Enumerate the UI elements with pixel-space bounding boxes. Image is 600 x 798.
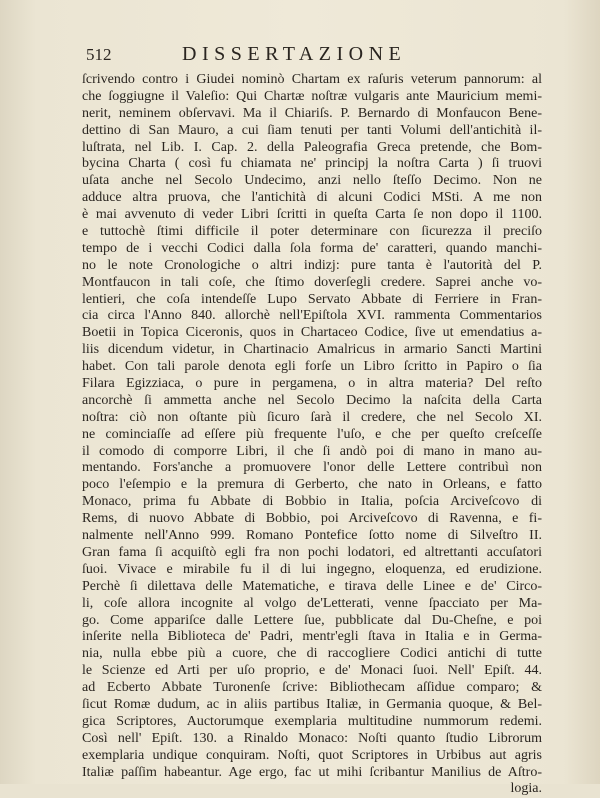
text-line: li, coſe allora incognite al volgo de'Letterati, venne ſpacciato per Ma- [82, 595, 542, 611]
text-line: gica Scriptores, Auctorumque exemplaria multitudine nummorum redemi. [82, 713, 542, 729]
running-head: DISSERTAZIONE [182, 43, 407, 65]
text-line: nalmente nell'Anno 999. Romano Pontefice ſotto nome di Silveſtro II. [82, 528, 542, 544]
text-line: nia, nulla ebbe più a cuore, che di raccogliere Codici antichi di tutte [82, 646, 542, 662]
text-line: exemplaria undique conquiram. Noſti, quot Scriptores in Urbibus aut agris [82, 747, 542, 763]
text-line: Filara Egizziaca, o pure in pergamena, o in altra materia? Del reſto [82, 376, 542, 392]
text-line: habet. Con tali parole denota egli forſe un Libro ſcritto in Papiro o ſia [82, 359, 542, 375]
body-text [82, 72, 542, 798]
text-line: logia. [510, 781, 542, 797]
text-line: tempo de i vecchi Codici dalla ſola forma de' caratteri, quando manchi- [82, 240, 542, 256]
text-line: è mai avvenuto di veder Libri ſcritti in queſta Carta ſe non dopo il 1100. [82, 207, 542, 223]
text-line: lentieri, che coſa intendeſſe Lupo Servato Abbate di Ferriere in Fran- [82, 291, 542, 307]
text-line: inſerite nella Biblioteca de' Padri, mentr'egli ſtava in Italia e in Germa- [82, 629, 542, 645]
text-line: ſuoi. Vivace e mirabile fu il di lui ingegno, eloquenza, ed erudizione. [82, 561, 542, 577]
text-line: bycina Charta ( così fu chiamata ne' principj la noſtra Carta ) ſi truovi [82, 156, 542, 172]
text-line: ne cominciaſſe ad eſſere più frequente l'uſo, e che per queſto creſceſſe [82, 426, 542, 442]
text-line: Boetii in Topica Ciceronis, quos in Chartaceo Codice, ſive ut emendatius a- [82, 325, 542, 341]
text-line: Montfaucon in tali coſe, che ſtimo doverſegli credere. Saprei anche vo- [82, 274, 542, 290]
page-header [86, 43, 530, 71]
text-line: mentando. Fors'anche a promuovere l'onor delle Lettere contribuì non [82, 460, 542, 476]
text-line: ancorchè ſi ammetta anche nel Secolo Decimo la naſcita della Carta [82, 392, 542, 408]
text-line: dettino di San Mauro, a cui ſiam tenuti per tanti Volumi dell'antichità il- [82, 122, 542, 138]
text-line: e tuttochè ſtimi difficile il poter determinare con ſicurezza il preciſo [82, 224, 542, 240]
text-line: il comodo di comporre Libri, il che ſi andò poi di mano in mano au- [82, 443, 542, 459]
text-line: poco l'eſempio e la premura di Gerberto, che nato in Orleans, e fatto [82, 477, 542, 493]
text-line: Gran fama ſi acquiſtò egli fra non pochi lodatori, ed altrettanti accuſatori [82, 544, 542, 560]
text-line: go. Come appariſce dalle Lettere ſue, pubblicate dal Du-Cheſne, e poi [82, 612, 542, 628]
text-line: ad Ecberto Abbate Turonenſe ſcrive: Bibliothecam aſſidue comparo; & [82, 680, 542, 696]
text-line: adduce altra pruova, che l'antichità di alcuni Codici MSti. A me non [82, 190, 542, 206]
page-number: 512 [86, 45, 112, 64]
text-line: che ſoggiugne il Valeſio: Qui Chartæ noſtræ vulgaris ante Mauricium memi- [82, 88, 542, 104]
text-line: Così nell' Epiſt. 130. a Rinaldo Monaco: Noſti quanto ſtudio Librorum [82, 730, 542, 746]
text-line: ſcrivendo contro i Giudei nominò Chartam ex raſuris veterum pannorum: al [82, 72, 542, 87]
text-line: liis dicendum videtur, in Chartinacio Amalricus in armario Sancti Martini [82, 342, 542, 358]
text-line: no le note Cronologiche o altri indizj: pure tanta è l'autorità del P. [82, 257, 542, 273]
text-line: Monaco, prima fu Abbate di Bobbio in Italia, poſcia Arciveſcovo di [82, 494, 542, 510]
text-line: nerit, neminem obſervavi. Ma il Chiariſs. P. Bernardo di Monfaucon Bene- [82, 105, 542, 121]
text-line: uſata anche nel Secolo Undecimo, anzi nello ſteſſo Decimo. Non ne [82, 173, 542, 189]
text-line: luſtrata, nel Lib. I. Cap. 2. della Paleografia Greca pretende, che Bom- [82, 139, 542, 155]
text-line: ſicut Romæ dudum, ac in aliis partibus Italiæ, in Germania quoque, & Bel- [82, 696, 542, 712]
text-line: cia circa l'Anno 840. allorchè nell'Epiſtola XVI. rammenta Commentarios [82, 308, 542, 324]
text-line: Italiæ paſſim habeantur. Age ergo, fac ut mihi ſcribantur Manilius de Aſtro- [82, 764, 542, 780]
text-line: noſtra: ciò non oſtante più ſicuro ſarà il credere, che nel Secolo XI. [82, 409, 542, 425]
text-line: le Scienze ed Arti per uſo proprio, e de' Monaci ſuoi. Nell' Epiſt. 44. [82, 663, 542, 679]
text-line: Perchè ſi dilettava delle Matematiche, e tirava delle Linee e de' Circo- [82, 578, 542, 594]
text-line: Rems, di nuovo Abbate di Bobbio, poi Arciveſcovo di Ravenna, e fi- [82, 511, 542, 527]
